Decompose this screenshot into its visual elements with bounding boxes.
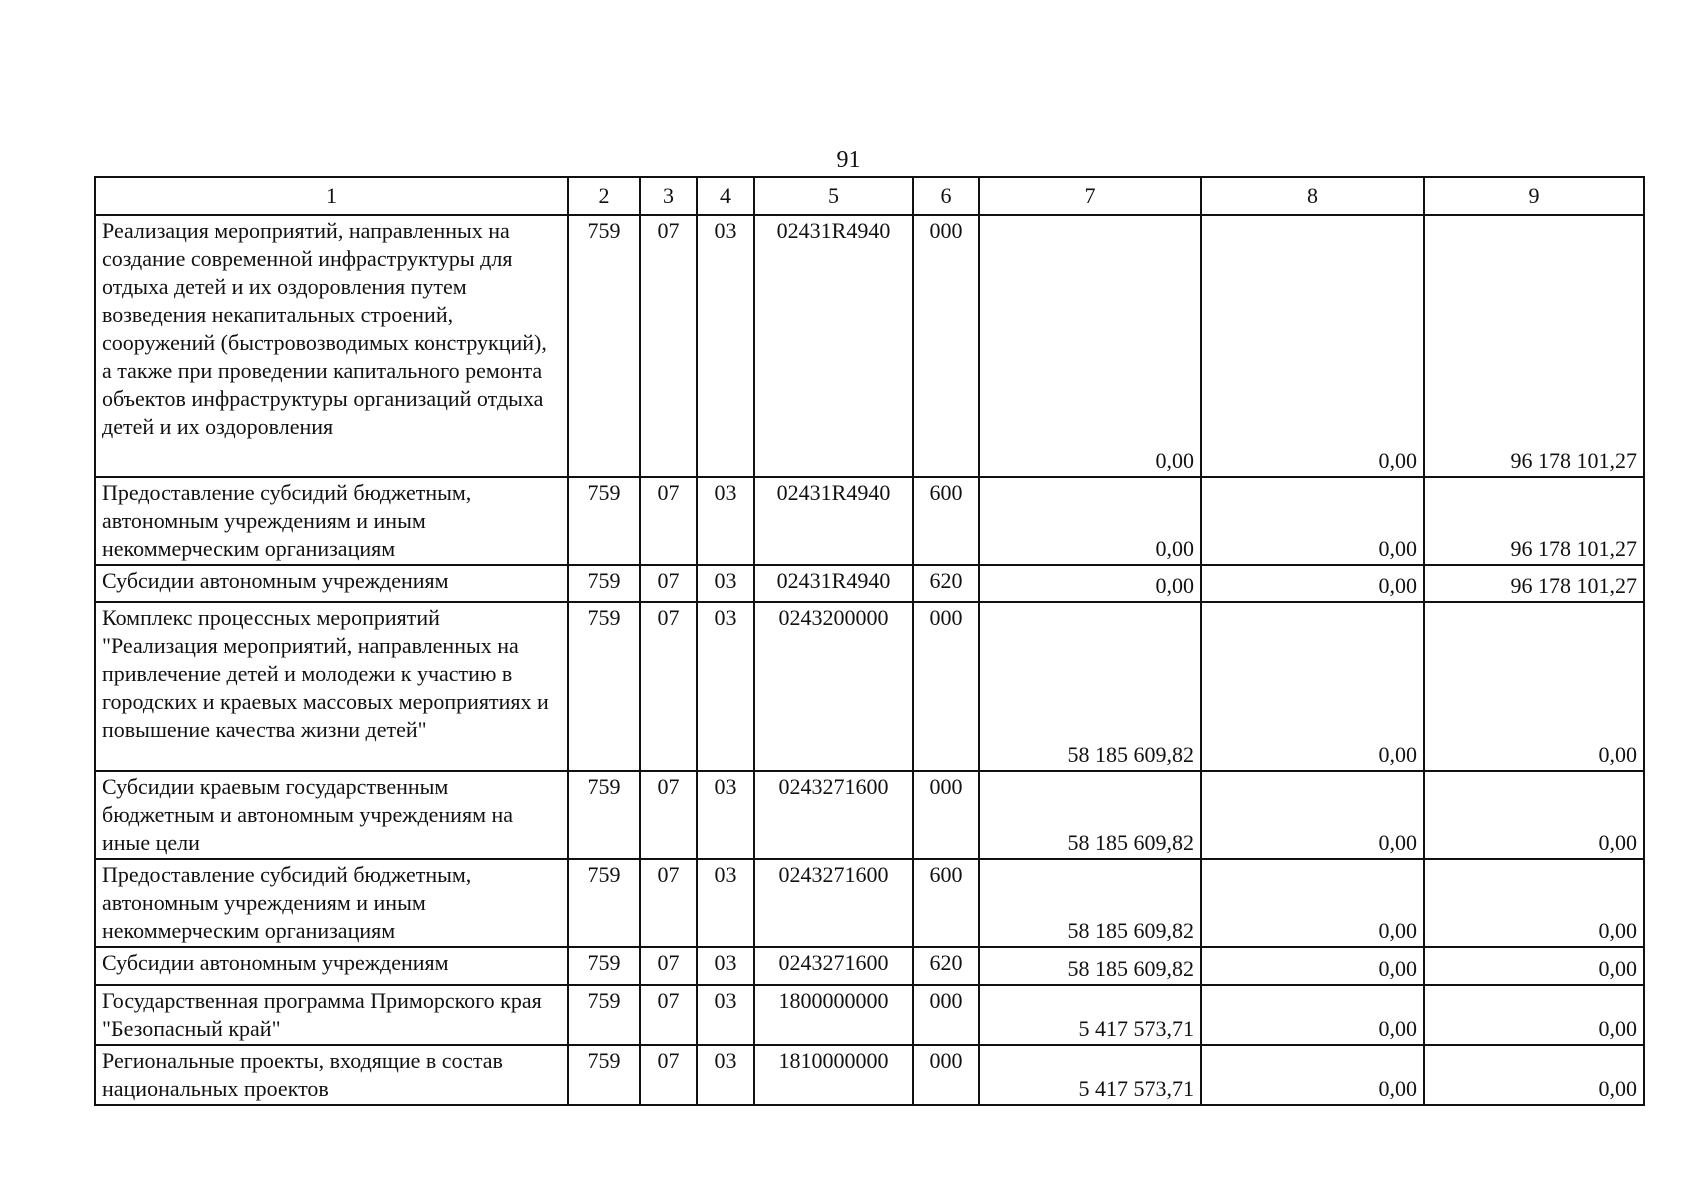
row-name: Предоставление субсидий бюджетным, автономным учреждениям и иным некоммерческим организациям [95,477,568,565]
expense-type-code: 620 [913,565,979,602]
column-header-7: 7 [979,177,1201,215]
table-row [95,859,1644,947]
row-name: Предоставление субсидий бюджетным, автономным учреждениям и иным некоммерческим организациям [95,859,568,947]
target-article-code: 0243271600 [754,771,913,859]
amount-col-8: 0,00 [1201,215,1424,477]
expense-type-code: 000 [913,771,979,859]
admin-code: 759 [568,1045,640,1105]
amount-col-8: 0,00 [1201,602,1424,771]
expense-type-code: 000 [913,1045,979,1105]
amount-col-9: 0,00 [1424,985,1644,1045]
expense-type-code: 600 [913,859,979,947]
target-article-code: 02431R4940 [754,477,913,565]
budget-table [94,176,1645,1106]
table-row [95,985,1644,1045]
amount-col-9: 96 178 101,27 [1424,565,1644,602]
target-article-code: 0243271600 [754,947,913,985]
column-header-3: 3 [640,177,697,215]
amount-col-9: 96 178 101,27 [1424,215,1644,477]
amount-col-8: 0,00 [1201,477,1424,565]
expense-type-code: 600 [913,477,979,565]
subsection-code: 03 [697,859,754,947]
column-header-6: 6 [913,177,979,215]
amount-col-7: 58 185 609,82 [979,947,1201,985]
target-article-code: 1810000000 [754,1045,913,1105]
target-article-code: 0243200000 [754,602,913,771]
target-article-code: 1800000000 [754,985,913,1045]
column-header-1: 1 [95,177,568,215]
amount-col-7: 5 417 573,71 [979,985,1201,1045]
section-code: 07 [640,1045,697,1105]
amount-col-7: 0,00 [979,565,1201,602]
row-name: Субсидии краевым государственным бюджетным и автономным учреждениям на иные цели [95,771,568,859]
table-row [95,215,1644,477]
section-code: 07 [640,859,697,947]
admin-code: 759 [568,215,640,477]
header-row [95,177,1644,215]
admin-code: 759 [568,985,640,1045]
section-code: 07 [640,771,697,859]
subsection-code: 03 [697,947,754,985]
table-row [95,947,1644,985]
amount-col-8: 0,00 [1201,985,1424,1045]
amount-col-9: 0,00 [1424,602,1644,771]
expense-type-code: 620 [913,947,979,985]
admin-code: 759 [568,771,640,859]
column-header-4: 4 [697,177,754,215]
table-row [95,771,1644,859]
amount-col-8: 0,00 [1201,1045,1424,1105]
section-code: 07 [640,215,697,477]
expense-type-code: 000 [913,985,979,1045]
amount-col-7: 0,00 [979,477,1201,565]
row-name: Субсидии автономным учреждениям [95,947,568,985]
subsection-code: 03 [697,602,754,771]
amount-col-9: 96 178 101,27 [1424,477,1644,565]
row-name: Субсидии автономным учреждениям [95,565,568,602]
row-name: Государственная программа Приморского края "Безопасный край" [95,985,568,1045]
admin-code: 759 [568,947,640,985]
amount-col-8: 0,00 [1201,947,1424,985]
amount-col-7: 5 417 573,71 [979,1045,1201,1105]
table-row [95,602,1644,771]
section-code: 07 [640,565,697,602]
target-article-code: 02431R4940 [754,215,913,477]
section-code: 07 [640,985,697,1045]
amount-col-9: 0,00 [1424,1045,1644,1105]
target-article-code: 02431R4940 [754,565,913,602]
subsection-code: 03 [697,215,754,477]
table-row [95,477,1644,565]
amount-col-7: 58 185 609,82 [979,859,1201,947]
column-header-2: 2 [568,177,640,215]
target-article-code: 0243271600 [754,859,913,947]
section-code: 07 [640,602,697,771]
subsection-code: 03 [697,565,754,602]
admin-code: 759 [568,602,640,771]
subsection-code: 03 [697,477,754,565]
row-name: Региональные проекты, входящие в состав национальных проектов [95,1045,568,1105]
subsection-code: 03 [697,985,754,1045]
amount-col-7: 58 185 609,82 [979,771,1201,859]
table-row [95,1045,1644,1105]
row-name: Реализация мероприятий, направленных на создание современной инфраструктуры для отдыха детей и их оздоровления путем возведения некапитальных строений, сооружений (быстровозводимых конструкций), а также при проведении капитального ремонта объектов инфраструктуры организаций отдыха детей и их оздоровления [95,215,568,477]
expense-type-code: 000 [913,602,979,771]
column-header-8: 8 [1201,177,1424,215]
section-code: 07 [640,477,697,565]
admin-code: 759 [568,477,640,565]
column-header-5: 5 [754,177,913,215]
amount-col-9: 0,00 [1424,947,1644,985]
amount-col-8: 0,00 [1201,565,1424,602]
amount-col-8: 0,00 [1201,859,1424,947]
table-row [95,565,1644,602]
expense-type-code: 000 [913,215,979,477]
amount-col-7: 0,00 [979,215,1201,477]
amount-col-9: 0,00 [1424,771,1644,859]
column-header-9: 9 [1424,177,1644,215]
subsection-code: 03 [697,1045,754,1105]
amount-col-8: 0,00 [1201,771,1424,859]
page-number: 91 [836,147,861,173]
subsection-code: 03 [697,771,754,859]
amount-col-7: 58 185 609,82 [979,602,1201,771]
amount-col-9: 0,00 [1424,859,1644,947]
row-name: Комплекс процессных мероприятий "Реализация мероприятий, направленных на привлечение детей и молодежи к участию в городских и краевых массовых мероприятиях и повышение качества жизни детей" [95,602,568,771]
admin-code: 759 [568,859,640,947]
admin-code: 759 [568,565,640,602]
section-code: 07 [640,947,697,985]
